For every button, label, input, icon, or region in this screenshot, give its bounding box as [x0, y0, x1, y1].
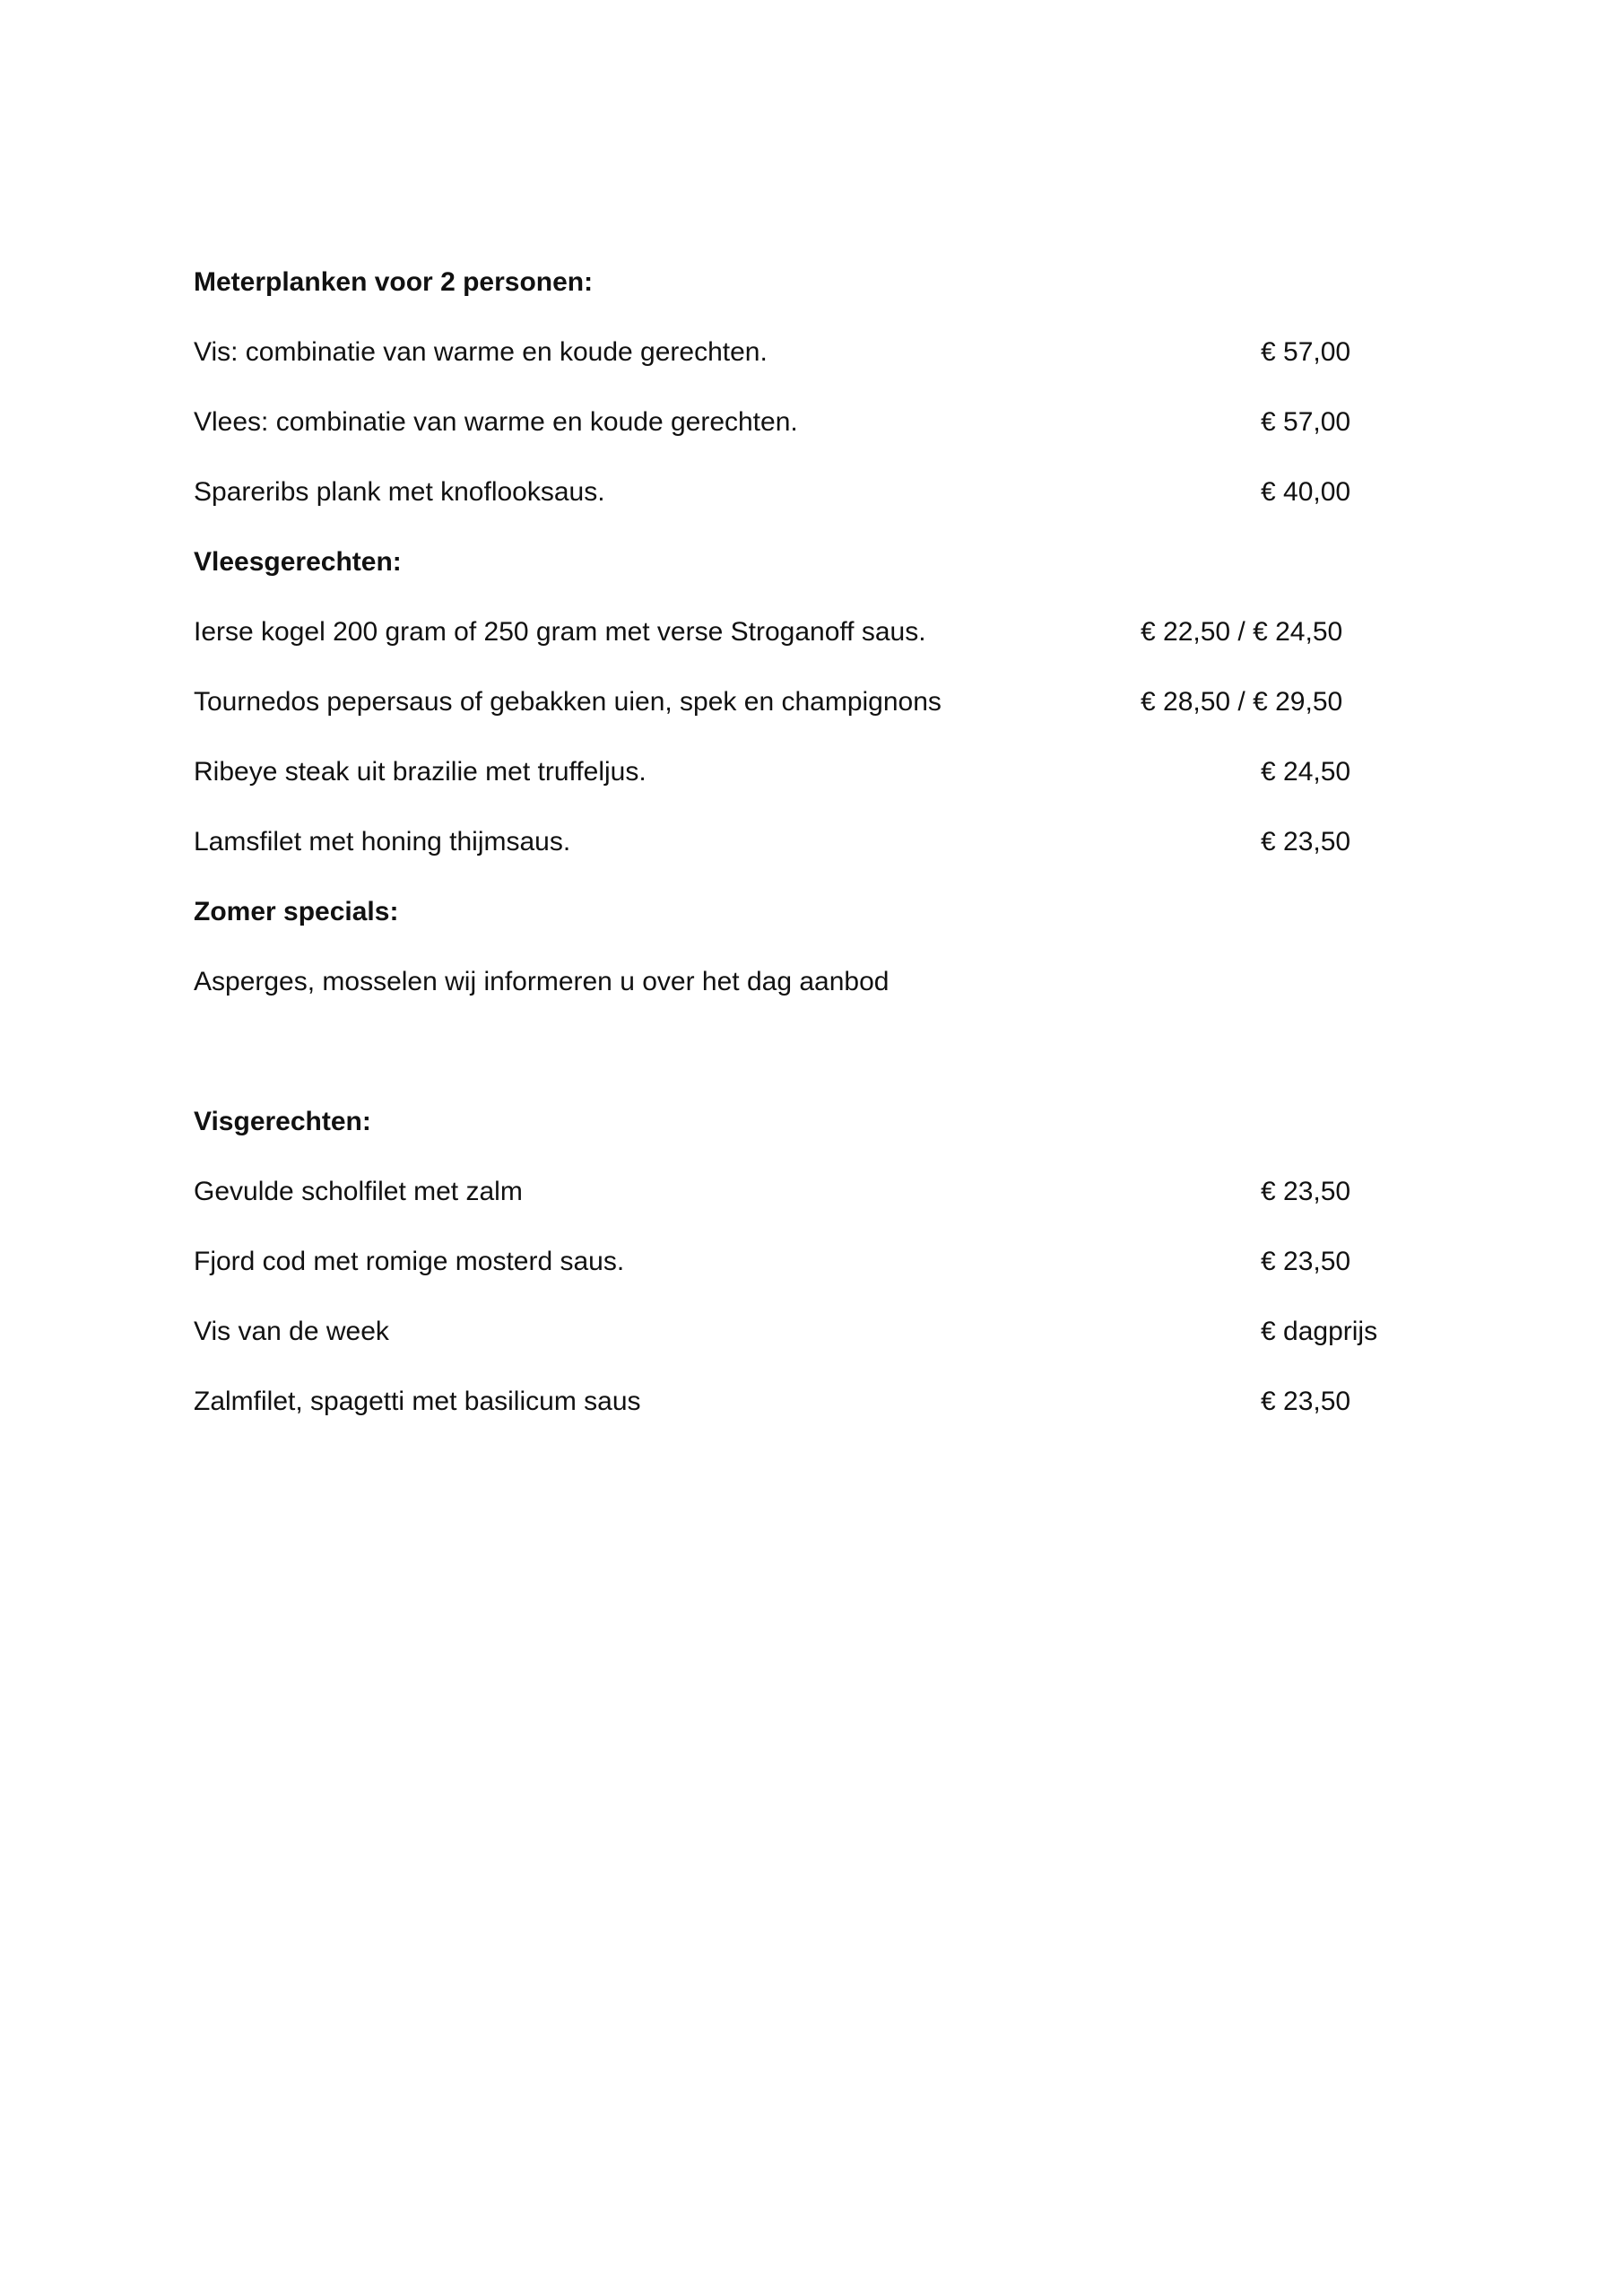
menu-item-price: € 57,00 — [1261, 407, 1351, 437]
menu-item-price: € 22,50 / € 24,50 — [1141, 617, 1343, 647]
menu-item-name: Vis: combinatie van warme en koude gerechten. — [194, 337, 768, 367]
menu-item-name: Zalmfilet, spagetti met basilicum saus — [194, 1387, 641, 1416]
section-heading-zomer-specials: Zomer specials: — [194, 897, 399, 926]
menu-item-name: Vlees: combinatie van warme en koude gerechten. — [194, 407, 798, 437]
zomer-specials-text: Asperges, mosselen wij informeren u over het dag aanbod — [194, 967, 890, 996]
menu-item-price: € 28,50 / € 29,50 — [1141, 687, 1343, 717]
menu-item-price: € 57,00 — [1261, 337, 1351, 367]
section-heading-meterplanken: Meterplanken voor 2 personen: — [194, 267, 594, 297]
menu-item-name: Fjord cod met romige mosterd saus. — [194, 1247, 625, 1276]
menu-item-name: Vis van de week — [194, 1317, 389, 1346]
section-heading-vleesgerechten: Vleesgerechten: — [194, 547, 402, 577]
menu-item-name: Lamsfilet met honing thijmsaus. — [194, 827, 571, 857]
menu-item-name: Ierse kogel 200 gram of 250 gram met verse Stroganoff saus. — [194, 617, 926, 647]
menu-item-name: Ribeye steak uit brazilie met truffeljus. — [194, 757, 647, 787]
menu-item-name: Tournedos pepersaus of gebakken uien, spek en champignons — [194, 687, 942, 717]
menu-item-name: Spareribs plank met knoflooksaus. — [194, 477, 605, 507]
menu-item-price: € dagprijs — [1261, 1317, 1378, 1346]
menu-item-price: € 23,50 — [1261, 1177, 1351, 1206]
menu-item-name: Gevulde scholfilet met zalm — [194, 1177, 523, 1206]
menu-item-price: € 23,50 — [1261, 1247, 1351, 1276]
menu-item-price: € 23,50 — [1261, 827, 1351, 857]
menu-item-price: € 23,50 — [1261, 1387, 1351, 1416]
menu-item-price: € 40,00 — [1261, 477, 1351, 507]
section-heading-visgerechten: Visgerechten: — [194, 1107, 371, 1136]
menu-item-price: € 24,50 — [1261, 757, 1351, 787]
